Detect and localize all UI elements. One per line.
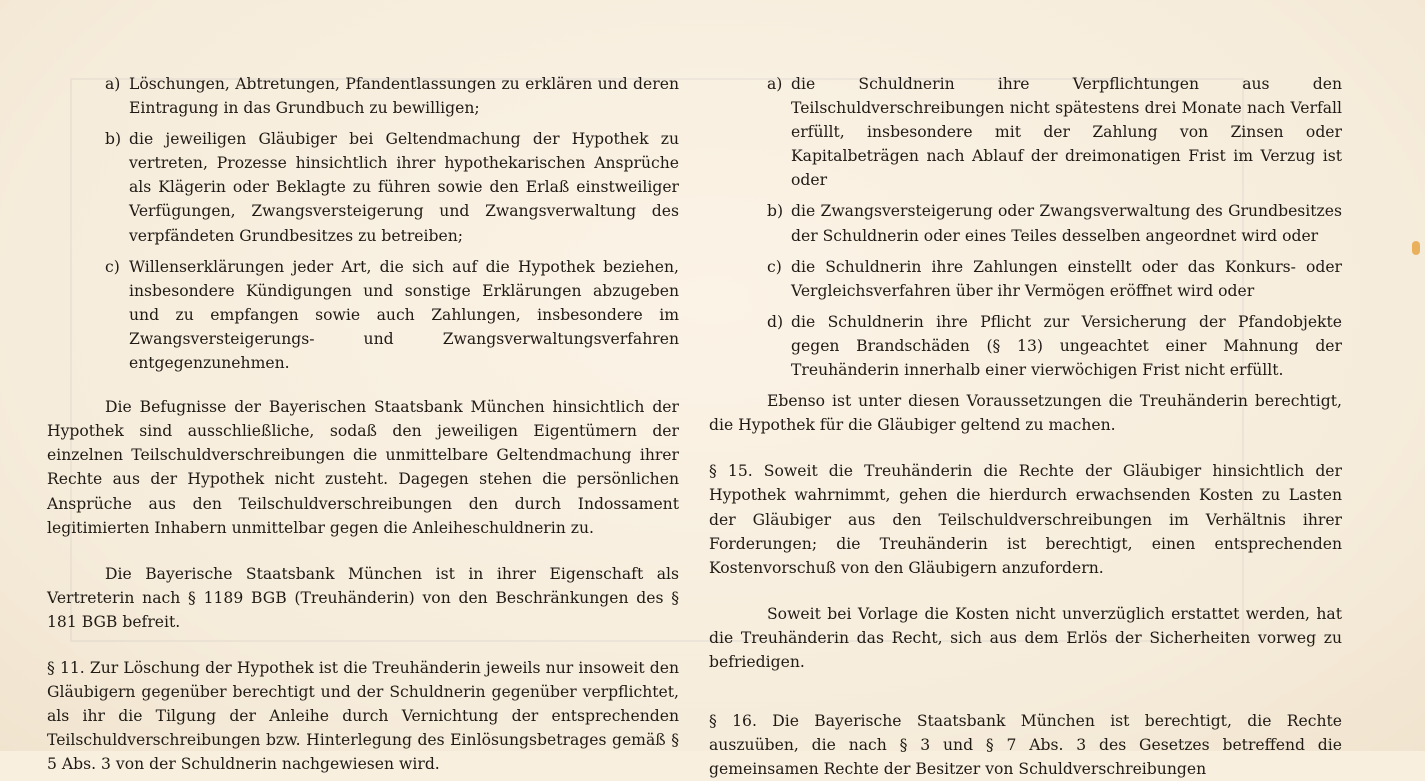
list-label: a) <box>105 75 121 93</box>
paper-stain <box>1412 241 1420 255</box>
paragraph-section-15: § 15. Soweit die Treuhänderin die Rechte der Gläubiger hinsichtlich der Hypothek wahrnimmt, gehen die hierdurch erwachsenden Kosten zu Lasten der Gläubiger aus den Teilschuldverschreibungen im Verhältnis ihrer Forderungen; die Treuhänderin ist berechtigt, einen entsprechenden Kostenvorschuß von den Gläubigern anzufordern. <box>709 462 1342 577</box>
list-text: die jeweiligen Gläubiger bei Geltendmachung der Hypothek zu vertreten, Prozesse hinsichtlich ihrer hypothekarischen Ansprüche als Klägerin oder Beklagte zu führen sowie den Erlaß einstweiliger Verfügungen, Zwangsversteigerung und Zwangsverwaltung des verpfändeten Grundbesitzes zu betreiben; <box>129 130 679 245</box>
list-label: b) <box>105 130 122 149</box>
list-label: b) <box>767 202 784 221</box>
paragraph-section-11: § 11. Zur Löschung der Hypothek ist die Treuhänderin jeweils nur insoweit den Gläubigern gegenüber berechtigt und der Schuldnerin gegenüber verpflichtet, als ihr die Tilgung der Anleihe durch Vernichtung der entsprechenden Teilschuldverschreibungen bzw. Hinterlegung des Einlösungsbetrages gemäß § 5 Abs. 3 von der Schuldnerin nachgewiesen wird. <box>47 658 679 774</box>
list-item-b <box>709 199 1342 247</box>
paragraph-section-16: § 16. Die Bayerische Staatsbank München ist berechtigt, die Rechte auszuüben, die nach § 3 und § 7 Abs. 3 des Gesetzes betreffend die gemeinsamen Rechte der Besitzer von Schuldverschreibungen <box>709 712 1342 779</box>
right-column <box>709 72 1342 781</box>
paragraph-vertreterin: Die Bayerische Staatsbank München ist in ihrer Eigenschaft als Vertreterin nach § 1189 BGB (Treuhänderin) von den Beschränkungen des § 181 BGB befreit. <box>47 564 679 631</box>
list-item-d <box>709 310 1342 382</box>
list-text: die Schuldnerin ihre Zahlungen einstellt oder das Konkurs- oder Vergleichsverfahren über ihr Vermögen eröffnet wird oder <box>791 257 1342 300</box>
list-item-b <box>47 127 679 247</box>
list-label: c) <box>105 257 120 276</box>
list-text: Willenserklärungen jeder Art, die sich auf die Hypothek beziehen, insbesondere Kündigungen und sonstige Erklärungen abzugeben und zu empfangen sowie auch Zahlungen, insbesondere im Zwangsversteigerungs- und Zwangsverwaltungsverfahren entgegenzunehmen. <box>129 257 679 373</box>
list-item-c <box>47 255 679 375</box>
list-item-c <box>709 255 1342 303</box>
list-text: die Schuldnerin ihre Verpflichtungen aus den Teilschuldverschreibungen nicht spätestens drei Monate nach Verfall erfüllt, insbesondere mit der Zahlung von Zinsen oder Kapitalbeträgen nach Ablauf der dreimonatigen Frist im Verzug ist oder <box>791 75 1342 190</box>
list-label: c) <box>767 257 782 276</box>
list-label: d) <box>767 312 784 331</box>
list-text: die Zwangsversteigerung oder Zwangsverwaltung des Grundbesitzes der Schuldnerin oder eines Teiles desselben angeordnet wird oder <box>791 202 1342 245</box>
paragraph-kosten: Soweit bei Vorlage die Kosten nicht unverzüglich erstattet werden, hat die Treuhänderin das Recht, sich aus dem Erlös der Sicherheiten vorweg zu befriedigen. <box>709 604 1342 671</box>
list-item-a <box>709 72 1342 192</box>
paragraph-befugnisse: Die Befugnisse der Bayerischen Staatsbank München hinsichtlich der Hypothek sind ausschließliche, sodaß den jeweiligen Eigentümern der einzelnen Teilschuldverschreibungen die unmittelbare Geltendmachung ihrer Rechte aus der Hypothek nicht zusteht. Dagegen stehen die persönlichen Ansprüche aus den Teilschuldverschreibungen den durch Indossament legitimierten Inhabern unmittelbar gegen die Anleiheschuldnerin zu. <box>47 398 679 537</box>
list-text: Löschungen, Abtretungen, Pfandentlassungen zu erklären und deren Eintragung in das Grundbuch zu bewilligen; <box>129 75 679 118</box>
list-text: die Schuldnerin ihre Pflicht zur Versicherung der Pfandobjekte gegen Brandschäden (§ 13) ungeachtet einer Mahnung der Treuhänderin innerhalb einer vierwöchigen Frist nicht erfüllt. <box>791 312 1342 380</box>
left-column <box>47 72 679 776</box>
list-label: a) <box>767 75 783 93</box>
paragraph-ebenso: Ebenso ist unter diesen Voraussetzungen die Treuhänderin berechtigt, die Hypothek für die Gläubiger geltend zu machen. <box>709 392 1342 435</box>
list-item-a <box>47 72 679 120</box>
